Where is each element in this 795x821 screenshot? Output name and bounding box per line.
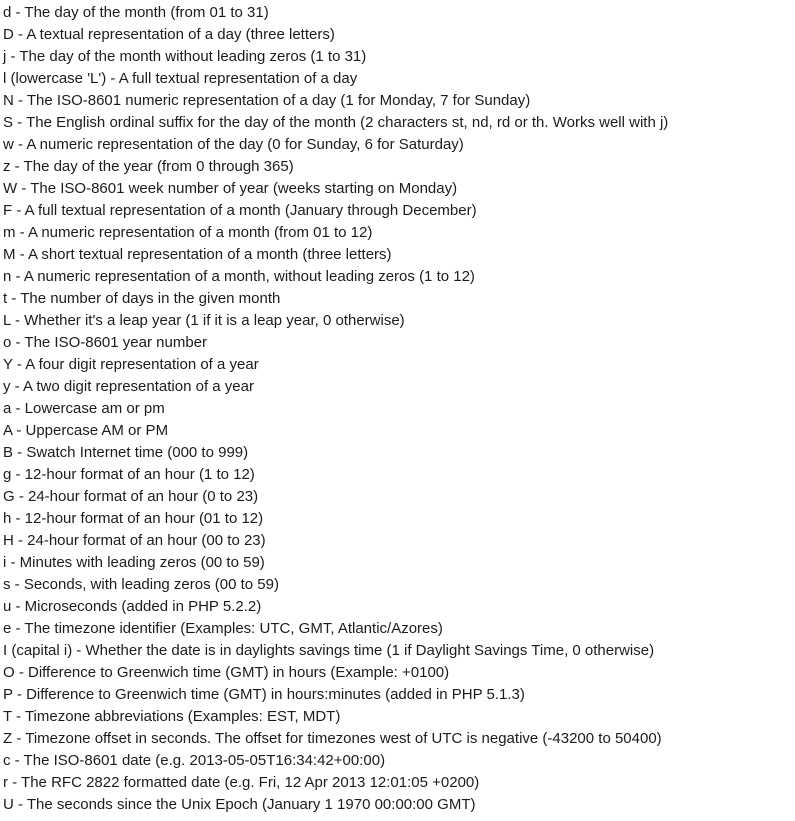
text-line: F - A full textual representation of a month (January through December) bbox=[3, 202, 477, 219]
text-line: d - The day of the month (from 01 to 31) bbox=[3, 4, 269, 21]
text-line: a - Lowercase am or pm bbox=[3, 400, 165, 417]
text-line: B - Swatch Internet time (000 to 999) bbox=[3, 444, 249, 461]
text-line: j - The day of the month without leading zeros (1 to 31) bbox=[3, 48, 367, 65]
text-line: P - Difference to Greenwich time (GMT) in hours:minutes (added in PHP 5.1.3) bbox=[3, 686, 525, 703]
text-line: z - The day of the year (from 0 through 365) bbox=[3, 158, 294, 175]
text-line: s - Seconds, with leading zeros (00 to 59) bbox=[3, 576, 279, 593]
text-line: o - The ISO-8601 year number bbox=[3, 334, 207, 351]
text-line: H - 24-hour format of an hour (00 to 23) bbox=[3, 532, 266, 549]
text-line: D - A textual representation of a day (three letters) bbox=[3, 26, 335, 43]
text-line: n - A numeric representation of a month, without leading zeros (1 to 12) bbox=[3, 268, 475, 285]
text-line: l (lowercase 'L') - A full textual representation of a day bbox=[3, 70, 358, 87]
text-line: m - A numeric representation of a month (from 01 to 12) bbox=[3, 224, 373, 241]
text-line: i - Minutes with leading zeros (00 to 59) bbox=[3, 554, 265, 571]
text-line: G - 24-hour format of an hour (0 to 23) bbox=[3, 488, 259, 505]
text-line: Z - Timezone offset in seconds. The offset for timezones west of UTC is negative (-43200 to 50400) bbox=[3, 730, 662, 747]
text-line: c - The ISO-8601 date (e.g. 2013-05-05T16:34:42+00:00) bbox=[3, 752, 386, 769]
text-line: N - The ISO-8601 numeric representation of a day (1 for Monday, 7 for Sunday) bbox=[3, 92, 531, 109]
text-line: e - The timezone identifier (Examples: UTC, GMT, Atlantic/Azores) bbox=[3, 620, 443, 637]
text-line: h - 12-hour format of an hour (01 to 12) bbox=[3, 510, 264, 527]
text-line: w - A numeric representation of the day (0 for Sunday, 6 for Saturday) bbox=[3, 136, 464, 153]
text-line: S - The English ordinal suffix for the day of the month (2 characters st, nd, rd or th. Works well with j) bbox=[3, 114, 669, 131]
text-line: L - Whether it's a leap year (1 if it is a leap year, 0 otherwise) bbox=[3, 312, 405, 329]
text-line: M - A short textual representation of a month (three letters) bbox=[3, 246, 392, 263]
text-line: g - 12-hour format of an hour (1 to 12) bbox=[3, 466, 255, 483]
text-line: T - Timezone abbreviations (Examples: EST, MDT) bbox=[3, 708, 341, 725]
text-line: W - The ISO-8601 week number of year (weeks starting on Monday) bbox=[3, 180, 458, 197]
text-line: y - A two digit representation of a year bbox=[3, 378, 254, 395]
text-line: u - Microseconds (added in PHP 5.2.2) bbox=[3, 598, 262, 615]
text-line: I (capital i) - Whether the date is in daylights savings time (1 if Daylight Savings Time, 0 otherwise) bbox=[3, 642, 655, 659]
text-line: A - Uppercase AM or PM bbox=[3, 422, 169, 439]
text-line: t - The number of days in the given month bbox=[3, 290, 281, 307]
text-line: O - Difference to Greenwich time (GMT) in hours (Example: +0100) bbox=[3, 664, 450, 681]
text-line: U - The seconds since the Unix Epoch (January 1 1970 00:00:00 GMT) bbox=[3, 796, 476, 813]
text-line: r - The RFC 2822 formatted date (e.g. Fri, 12 Apr 2013 12:01:05 +0200) bbox=[3, 774, 480, 791]
text-line: Y - A four digit representation of a year bbox=[3, 356, 259, 373]
